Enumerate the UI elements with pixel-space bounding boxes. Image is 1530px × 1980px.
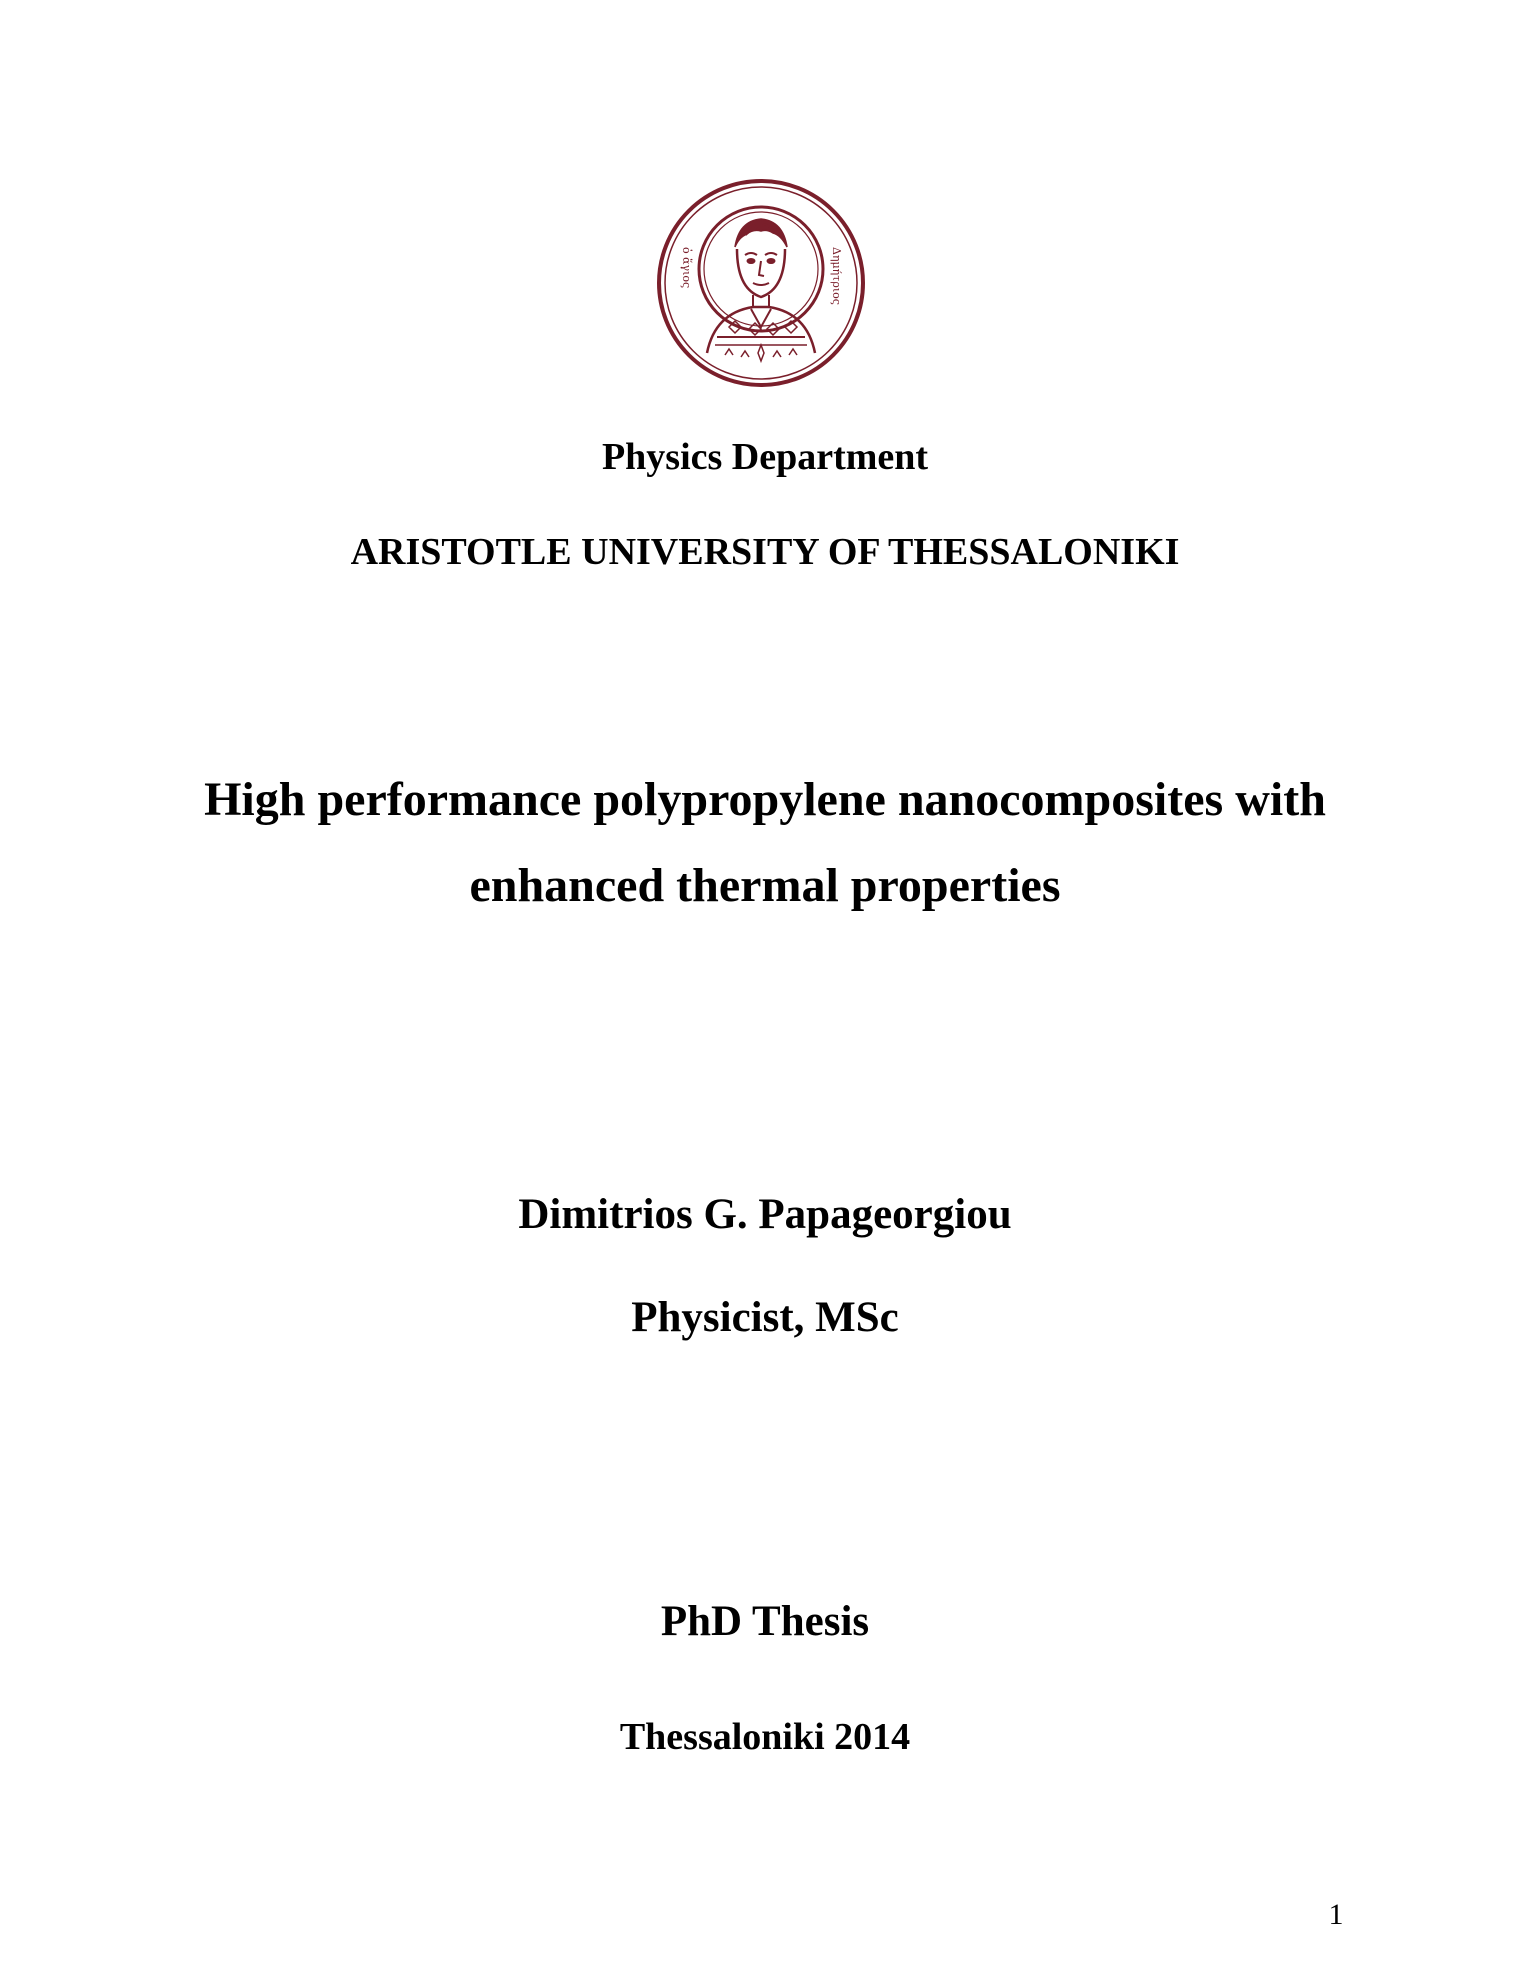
department-name: Physics Department (601, 436, 929, 478)
place-year: Thessaloniki 2014 (619, 1716, 911, 1758)
thesis-title-line-2: enhanced thermal properties (469, 859, 1061, 912)
author-name: Dimitrios G. Papageorgiou (518, 1191, 1012, 1238)
author-credentials: Physicist, MSc (631, 1294, 899, 1341)
university-name: ARISTOTLE UNIVERSITY OF THESSALONIKI (350, 531, 1180, 573)
university-seal-icon (655, 177, 867, 389)
document-type: PhD Thesis (660, 1598, 870, 1645)
page-number: 1 (1328, 1898, 1344, 1931)
thesis-title-line-1: High performance polypropylene nanocomposites with (204, 773, 1326, 826)
svg-text:ὁ ἅγιος: ὁ ἅγιος (680, 247, 693, 289)
svg-text:Δημήτριος: Δημήτριος (830, 247, 843, 305)
